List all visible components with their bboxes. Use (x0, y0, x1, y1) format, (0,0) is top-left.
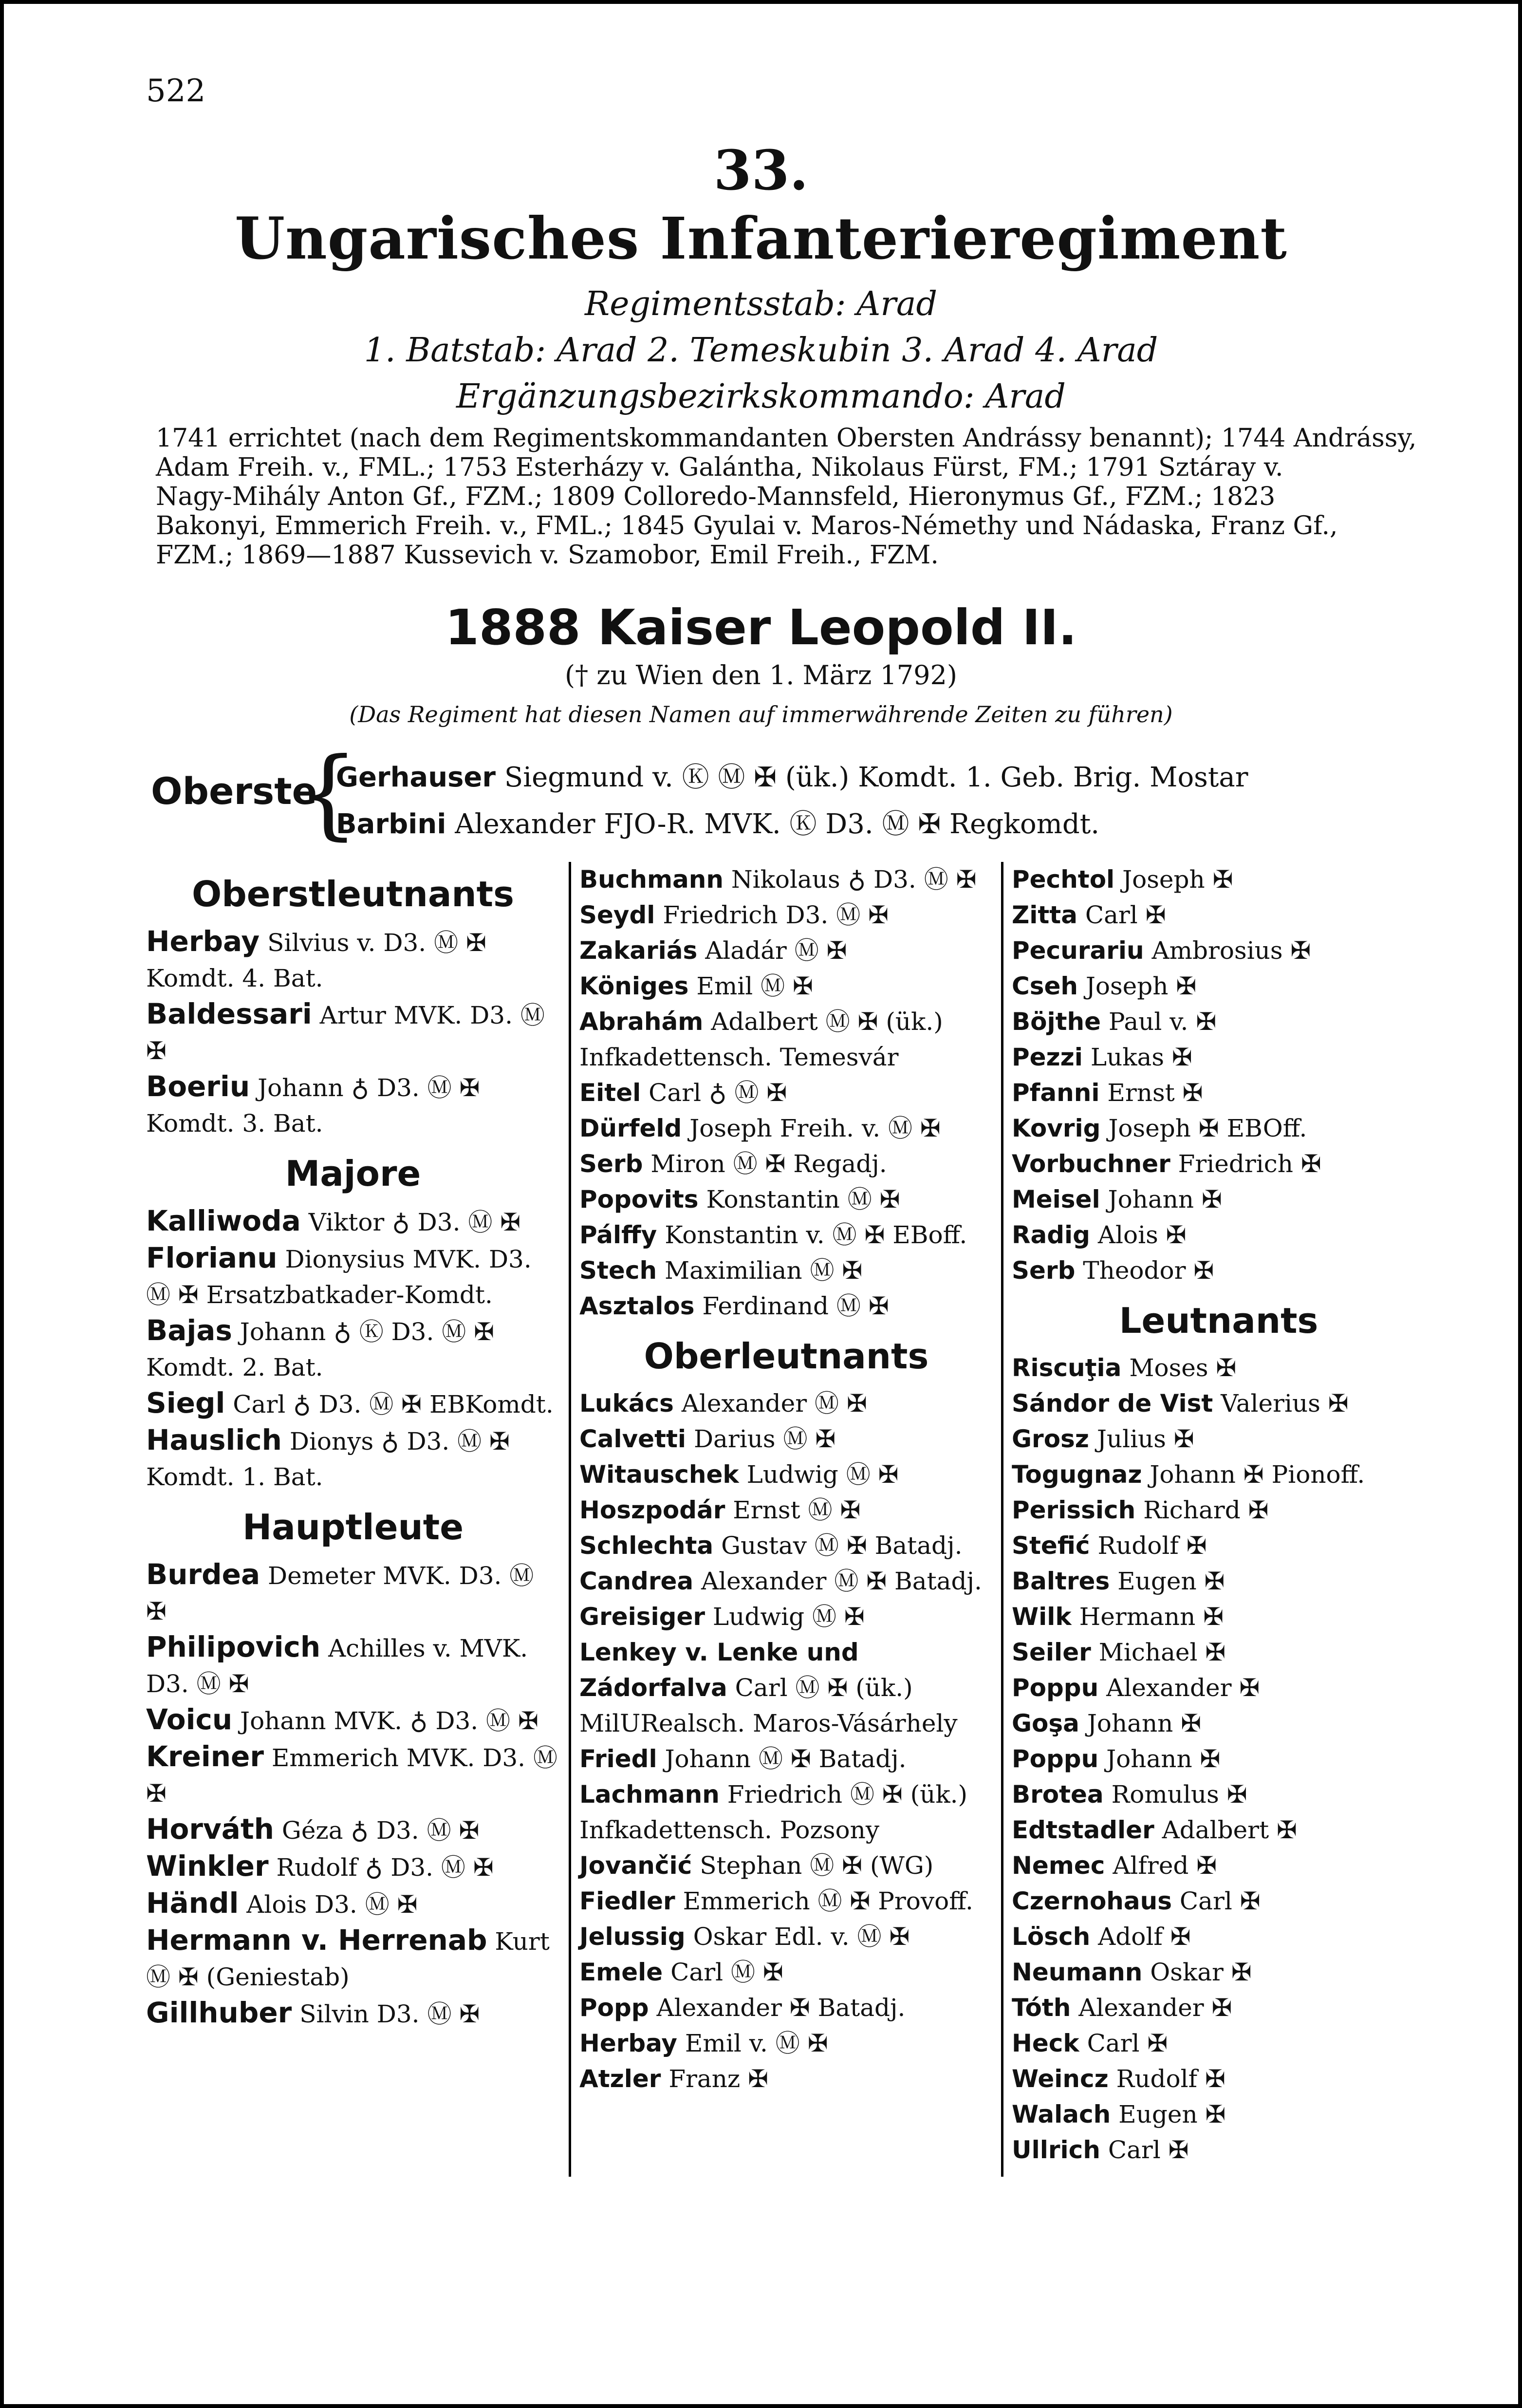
officer-details: Romulus ✠ (1111, 1780, 1247, 1809)
officer-entry (1012, 1670, 1426, 1706)
officer-name: Heck (1012, 2029, 1079, 2057)
officer-details: Ferdinand Ⓜ ✠ (702, 1292, 889, 1320)
officer-name: Hermann v. Herrenab (146, 1923, 487, 1957)
officer-entry (579, 862, 993, 897)
officer-details: Emil v. Ⓜ ✠ (685, 2029, 828, 2057)
officer-details: Siegmund v. Ⓚ Ⓜ ✠ (ük.) Komdt. 1. Geb. Brig. Mostar (504, 762, 1248, 793)
officer-details: Johann Ⓜ ✠ Batadj. (665, 1745, 907, 1773)
officer-entry (146, 1557, 560, 1629)
officer-entry (146, 924, 560, 996)
officer-name: Popp (579, 1994, 649, 2022)
name-note: (Das Regiment hat diesen Namen auf immerwährende Zeiten zu führen) (349, 701, 1173, 728)
officer-name: Jelussig (579, 1923, 686, 1951)
column-divider (1001, 862, 1003, 2177)
officer-entry (1012, 1635, 1426, 1670)
officer-details: Dionysius MVK. D3. Ⓜ ✠ Ersatzbatkader-Komdt. (146, 1245, 532, 1309)
officer-name: Grosz (1012, 1425, 1089, 1453)
officer-details: Alois D3. Ⓜ ✠ (246, 1890, 418, 1919)
officer-entry (579, 1919, 993, 1955)
page-number: 522 (146, 73, 206, 109)
officer-details: Carl Ⓜ ✠ (ük.) MilURealsch. Maros-Vásárhely (579, 1674, 958, 1737)
officer-entry (579, 1182, 993, 1217)
officer-name: Händl (146, 1886, 239, 1920)
officer-details: Adalbert ✠ (1162, 1816, 1297, 1844)
officer-name: Barbini (336, 808, 446, 840)
officer-details: Richard ✠ (1143, 1496, 1269, 1524)
officer-name: Zakariás (579, 936, 698, 965)
officer-entry (1012, 1111, 1426, 1146)
column-divider (569, 862, 571, 2177)
oberst-entry (336, 756, 1248, 795)
officer-name: Philipovich (146, 1630, 321, 1663)
officer-name: Serb (1012, 1256, 1076, 1285)
officer-details: Friedrich Ⓜ ✠ (ük.) Infkadettensch. Pozsony (579, 1780, 968, 1844)
officer-details: Johann MVK. ♁ D3. Ⓜ ✠ (240, 1707, 538, 1735)
officer-details: Friedrich D3. Ⓜ ✠ (663, 901, 889, 929)
officer-entry (1012, 1848, 1426, 1884)
officer-name: Czernohaus (1012, 1887, 1172, 1915)
regiment-number: 33. (713, 139, 809, 203)
officer-details: Stephan Ⓜ ✠ (WG) (700, 1851, 934, 1880)
officer-entry (146, 1629, 560, 1702)
officer-entry (1012, 1146, 1426, 1182)
officer-entry (1012, 1706, 1426, 1741)
officer-entry (1012, 1564, 1426, 1599)
section-heading: Hauptleute (242, 1507, 464, 1548)
history-line: FZM.; 1869—1887 Kussevich v. Szamobor, Emil Freih., FZM. (156, 541, 939, 570)
officer-details: Rudolf ✠ (1097, 1531, 1207, 1560)
death-line: († zu Wien den 1. März 1792) (565, 660, 957, 691)
officer-name: Nemec (1012, 1851, 1105, 1880)
officer-entry (1012, 1182, 1426, 1217)
history-paragraph (156, 424, 1422, 570)
officer-name: Pfanni (1012, 1079, 1100, 1107)
district-line: Ergänzungsbezirkskommando: Arad (456, 377, 1066, 416)
officer-entry (146, 1885, 560, 1923)
officer-name: Seydl (579, 901, 655, 929)
officer-name: Brotea (1012, 1780, 1104, 1809)
officer-name: Pezzi (1012, 1043, 1083, 1071)
officer-entry (579, 1848, 993, 1884)
officer-name: Goşa (1012, 1709, 1079, 1737)
officer-details: Ambrosius ✠ (1151, 936, 1311, 965)
officer-entry (1012, 1599, 1426, 1635)
officer-name: Tóth (1012, 1994, 1071, 2022)
officer-name: Baltres (1012, 1567, 1110, 1595)
officer-name: Calvetti (579, 1425, 687, 1453)
officer-details: Gustav Ⓜ ✠ Batadj. (721, 1531, 963, 1560)
officer-name: Radig (1012, 1221, 1090, 1249)
officer-entry (1012, 2132, 1426, 2168)
officer-name: Kreiner (146, 1740, 264, 1773)
officer-details: Konstantin v. Ⓜ ✠ EBoff. (665, 1221, 967, 1249)
officer-name: Serb (579, 1150, 643, 1178)
officer-details: Eugen ✠ (1117, 1567, 1225, 1595)
officer-name: Abrahám (579, 1008, 704, 1036)
officer-entry (579, 1075, 993, 1111)
officer-details: Carl ✠ (1108, 2136, 1189, 2164)
staff-line: Regimentsstab: Arad (585, 285, 937, 323)
officer-entry (579, 1146, 993, 1182)
officer-entry (1012, 1040, 1426, 1075)
officer-entry (146, 1240, 560, 1313)
officer-name: Baldessari (146, 997, 312, 1030)
officer-entry (579, 1884, 993, 1919)
officer-details: Silvius v. D3. Ⓜ ✠ Komdt. 4. Bat. (146, 929, 486, 992)
officer-entry (579, 897, 993, 933)
regiment-title: Ungarisches Infanterieregiment (235, 205, 1287, 272)
officer-details: Ernst Ⓜ ✠ (733, 1496, 861, 1524)
officer-details: Kurt Ⓜ ✠ (Geniestab) (146, 1927, 550, 1991)
officer-entry (146, 1739, 560, 1811)
officer-details: Ludwig Ⓜ ✠ (712, 1603, 865, 1631)
officer-name: Dürfeld (579, 1114, 682, 1142)
officer-name: Lachmann (579, 1780, 720, 1809)
officer-details: Oskar ✠ (1150, 1958, 1252, 1986)
officer-entry (146, 1385, 560, 1422)
officer-entry (146, 1995, 560, 2032)
officer-name: Witauschek (579, 1460, 739, 1489)
officer-name: Lukács (579, 1389, 674, 1418)
officer-details: Theodor ✠ (1083, 1256, 1214, 1285)
officer-entry (1012, 1812, 1426, 1848)
officer-details: Carl ✠ (1085, 901, 1166, 929)
officer-name: Asztalos (579, 1292, 695, 1320)
officer-name: Poppu (1012, 1745, 1099, 1773)
officer-entry (146, 1923, 560, 1995)
officer-entry (579, 933, 993, 969)
history-line: Adam Freih. v., FML.; 1753 Esterházy v. Galántha, Nikolaus Fürst, FM.; 1791 Sztáray v. (156, 453, 1283, 482)
officer-entry (579, 1421, 993, 1457)
officer-details: Michael ✠ (1098, 1638, 1226, 1666)
officer-entry (1012, 969, 1426, 1004)
officer-details: Johann ✠ Pionoff. (1150, 1460, 1365, 1489)
officer-entry (146, 1203, 560, 1240)
officer-entry (146, 996, 560, 1069)
officer-details: Alexander Ⓜ ✠ Batadj. (701, 1567, 982, 1595)
officer-name: Riscuţia (1012, 1354, 1122, 1382)
officer-details: Alexander ✠ (1106, 1674, 1260, 1702)
officer-entry (1012, 1884, 1426, 1919)
officer-name: Zitta (1012, 901, 1077, 929)
officer-entry (579, 1741, 993, 1777)
officer-details: Alexander Ⓜ ✠ (681, 1389, 867, 1418)
officer-details: Silvin D3. Ⓜ ✠ (299, 2000, 480, 2028)
officer-name: Schlechta (579, 1531, 714, 1560)
officer-details: Joseph ✠ (1085, 972, 1197, 1000)
officer-name: Horváth (146, 1812, 274, 1846)
officer-entry (1012, 2061, 1426, 2097)
officer-details: Valerius ✠ (1221, 1389, 1349, 1418)
officer-details: Adalbert Ⓜ ✠ (ük.) Infkadettensch. Temesvár (579, 1008, 943, 1071)
officer-name: Gillhuber (146, 1996, 292, 2029)
officer-name: Weincz (1012, 2065, 1109, 2093)
officer-entry (146, 1848, 560, 1885)
officer-name: Perissich (1012, 1496, 1136, 1524)
officer-details: Emmerich Ⓜ ✠ Provoff. (683, 1887, 973, 1915)
officer-details: Emmerich MVK. D3. Ⓜ ✠ (146, 1744, 557, 1808)
officer-details: Johann ✠ (1106, 1745, 1221, 1773)
officer-name: Ullrich (1012, 2136, 1100, 2164)
officer-name: Emele (579, 1958, 663, 1986)
officer-details: Dionys ♁ D3. Ⓜ ✠ Komdt. 1. Bat. (146, 1427, 510, 1491)
officer-details: Johann ✠ (1087, 1709, 1202, 1737)
oberst-entry (336, 803, 1099, 841)
officer-entry (579, 1004, 993, 1075)
officer-details: Alexander ✠ Batadj. (656, 1994, 906, 2022)
officer-name: Florianu (146, 1241, 278, 1274)
officer-details: Joseph ✠ (1122, 865, 1233, 894)
officer-name: Hoszpodár (579, 1496, 725, 1524)
officer-entry (146, 1811, 560, 1848)
oberste-label: Oberste (151, 769, 317, 813)
officer-entry (579, 1457, 993, 1493)
section-heading: Oberstleutnants (192, 874, 514, 915)
officer-details: Joseph ✠ EBOff. (1108, 1114, 1307, 1142)
officer-name: Jovančić (579, 1851, 692, 1880)
officer-name: Candrea (579, 1567, 694, 1595)
officer-name: Atzler (579, 2065, 661, 2093)
patron-line: 1888 Kaiser Leopold II. (445, 599, 1077, 656)
officer-details: Aladár Ⓜ ✠ (705, 936, 847, 965)
officer-details: Carl ✠ (1087, 2029, 1168, 2057)
officer-entry (1012, 1493, 1426, 1528)
officer-details: Konstantin Ⓜ ✠ (706, 1185, 900, 1213)
officer-entry (579, 1635, 993, 1741)
officer-details: Friedrich ✠ (1178, 1150, 1321, 1178)
officer-details: Oskar Edl. v. Ⓜ ✠ (693, 1923, 910, 1951)
officer-details: Viktor ♁ D3. Ⓜ ✠ (308, 1208, 521, 1236)
officer-entry (1012, 1457, 1426, 1493)
officer-details: Miron Ⓜ ✠ Regadj. (650, 1150, 887, 1178)
officer-details: Johann ♁ Ⓚ D3. Ⓜ ✠ Komdt. 2. Bat. (146, 1318, 495, 1381)
history-line: 1741 errichtet (nach dem Regimentskommandanten Obersten Andrássy benannt); 1744 Andrássy, (156, 424, 1417, 453)
officer-name: Togugnaz (1012, 1460, 1142, 1489)
officer-entry (579, 2026, 993, 2061)
officer-details: Rudolf ♁ D3. Ⓜ ✠ (276, 1853, 494, 1882)
column-1 (146, 862, 560, 2032)
officer-details: Carl ✠ (1179, 1887, 1261, 1915)
officer-name: Pálffy (579, 1221, 657, 1249)
officer-name: Pecurariu (1012, 936, 1144, 965)
officer-name: Lösch (1012, 1923, 1091, 1951)
officer-entry (1012, 1386, 1426, 1421)
officer-details: Eugen ✠ (1118, 2100, 1226, 2128)
officer-name: Popovits (579, 1185, 699, 1213)
officer-name: Seiler (1012, 1638, 1091, 1666)
officer-entry (579, 1564, 993, 1599)
officer-details: Hermann ✠ (1079, 1603, 1224, 1631)
officer-entry (1012, 1741, 1426, 1777)
officer-name: Kalliwoda (146, 1204, 301, 1237)
officer-details: Julius ✠ (1096, 1425, 1194, 1453)
history-line: Nagy-Mihály Anton Gf., FZM.; 1809 Colloredo-Mannsfeld, Hieronymus Gf., FZM.; 1823 (156, 482, 1276, 511)
officer-name: Herbay (579, 2029, 678, 2057)
officer-details: Adolf ✠ (1098, 1923, 1191, 1951)
officer-entry (579, 1288, 993, 1324)
officer-name: Boeriu (146, 1070, 250, 1103)
officer-entry (146, 1069, 560, 1141)
officer-name: Pechtol (1012, 865, 1115, 894)
officer-entry (1012, 933, 1426, 969)
officer-details: Demeter MVK. D3. Ⓜ ✠ (146, 1562, 534, 1625)
officer-name: Eitel (579, 1079, 641, 1107)
officer-details: Moses ✠ (1129, 1354, 1237, 1382)
officer-details: Joseph Freih. v. Ⓜ ✠ (689, 1114, 941, 1142)
officer-entry (1012, 1990, 1426, 2026)
officer-details: Franz ✠ (668, 2065, 769, 2093)
column-2 (579, 862, 993, 2097)
officer-name: Hauslich (146, 1423, 282, 1456)
officer-name: Burdea (146, 1558, 260, 1591)
officer-entry (579, 1599, 993, 1635)
officer-name: Siegl (146, 1386, 225, 1419)
officer-entry (1012, 1955, 1426, 1990)
officer-name: Buchmann (579, 865, 724, 894)
officer-details: Artur MVK. D3. Ⓜ ✠ (146, 1001, 545, 1065)
officer-entry (1012, 1004, 1426, 1040)
officer-details: Alexander ✠ (1078, 1994, 1232, 2022)
officer-entry (1012, 897, 1426, 933)
officer-details: Alfred ✠ (1113, 1851, 1217, 1880)
officer-entry (579, 1386, 993, 1421)
officer-details: Carl ♁ D3. Ⓜ ✠ EBKomdt. (233, 1390, 554, 1419)
officer-entry (579, 1217, 993, 1253)
officer-details: Achilles v. MVK. D3. Ⓜ ✠ (146, 1634, 528, 1698)
officer-entry (1012, 1421, 1426, 1457)
officer-details: Lukas ✠ (1090, 1043, 1192, 1071)
officer-entry (579, 2061, 993, 2097)
officer-name: Walach (1012, 2100, 1111, 2128)
officer-name: Herbay (146, 925, 260, 958)
officer-entry (146, 1702, 560, 1739)
officer-name: Sándor de Vist (1012, 1389, 1213, 1418)
officer-details: Géza ♁ D3. Ⓜ ✠ (281, 1816, 480, 1845)
officer-name: Voicu (146, 1703, 233, 1736)
officer-entry (579, 1528, 993, 1564)
officer-details: Johann ✠ (1108, 1185, 1222, 1213)
officer-details: Darius Ⓜ ✠ (693, 1425, 836, 1453)
officer-entry (146, 1422, 560, 1495)
section-heading: Leutnants (1119, 1300, 1318, 1341)
officer-name: Edtstadler (1012, 1816, 1154, 1844)
officer-details: Emil Ⓜ ✠ (696, 972, 813, 1000)
officer-name: Vorbuchner (1012, 1150, 1170, 1178)
officer-name: Cseh (1012, 972, 1078, 1000)
officer-name: Poppu (1012, 1674, 1099, 1702)
officer-entry (579, 1493, 993, 1528)
officer-details: Paul v. ✠ (1108, 1008, 1217, 1036)
officer-entry (579, 1990, 993, 2026)
officer-name: Gerhauser (336, 762, 496, 793)
officer-name: Wilk (1012, 1603, 1072, 1631)
officer-name: Lenkey v. Lenke und Zádorfalva (579, 1638, 859, 1702)
column-3 (1012, 862, 1426, 2168)
officer-entry (1012, 1528, 1426, 1564)
officer-name: Stefić (1012, 1531, 1090, 1560)
officer-entry (1012, 2026, 1426, 2061)
officer-details: Nikolaus ♁ D3. Ⓜ ✠ (731, 865, 977, 894)
officer-details: Ernst ✠ (1107, 1079, 1203, 1107)
officer-details: Rudolf ✠ (1116, 2065, 1225, 2093)
officer-name: Meisel (1012, 1185, 1100, 1213)
officer-entry (146, 1313, 560, 1385)
officer-name: Neumann (1012, 1958, 1143, 1986)
officer-entry (1012, 2097, 1426, 2132)
officer-entry (579, 969, 993, 1004)
officer-name: Fiedler (579, 1887, 675, 1915)
officer-name: Böjthe (1012, 1008, 1101, 1036)
officer-entry (579, 1777, 993, 1848)
officer-name: Stech (579, 1256, 657, 1285)
officer-name: Greisiger (579, 1603, 705, 1631)
officer-name: Winkler (146, 1849, 269, 1883)
officer-details: Johann ♁ D3. Ⓜ ✠ Komdt. 3. Bat. (146, 1074, 480, 1138)
officer-entry (1012, 1919, 1426, 1955)
officer-entry (1012, 1350, 1426, 1386)
officer-details: Carl ♁ Ⓜ ✠ (649, 1079, 787, 1107)
officer-name: Bajas (146, 1314, 232, 1347)
officer-entry (1012, 1777, 1426, 1812)
officer-details: Maximilian Ⓜ ✠ (664, 1256, 863, 1285)
officer-entry (1012, 862, 1426, 897)
officer-entry (1012, 1253, 1426, 1288)
officer-name: Friedl (579, 1745, 657, 1773)
officer-entry (579, 1253, 993, 1288)
officer-name: Königes (579, 972, 689, 1000)
history-line: Bakonyi, Emmerich Freih. v., FML.; 1845 Gyulai v. Maros-Némethy und Nádaska, Franz Gf., (156, 511, 1338, 541)
officer-entry (1012, 1075, 1426, 1111)
officer-entry (1012, 1217, 1426, 1253)
battalion-line: 1. Batstab: Arad 2. Temeskubin 3. Arad 4. Arad (364, 331, 1158, 370)
officer-entry (579, 1111, 993, 1146)
section-heading: Oberleutnants (644, 1336, 929, 1377)
officer-details: Carl Ⓜ ✠ (670, 1958, 783, 1986)
brace-icon: { (297, 737, 359, 850)
officer-details: Ludwig Ⓜ ✠ (746, 1460, 899, 1489)
officer-entry (579, 1955, 993, 1990)
officer-details: Alois ✠ (1097, 1221, 1187, 1249)
officer-details: Alexander FJO-R. MVK. Ⓚ D3. Ⓜ ✠ Regkomdt. (455, 808, 1100, 840)
section-heading: Majore (285, 1153, 421, 1194)
officer-name: Kovrig (1012, 1114, 1101, 1142)
